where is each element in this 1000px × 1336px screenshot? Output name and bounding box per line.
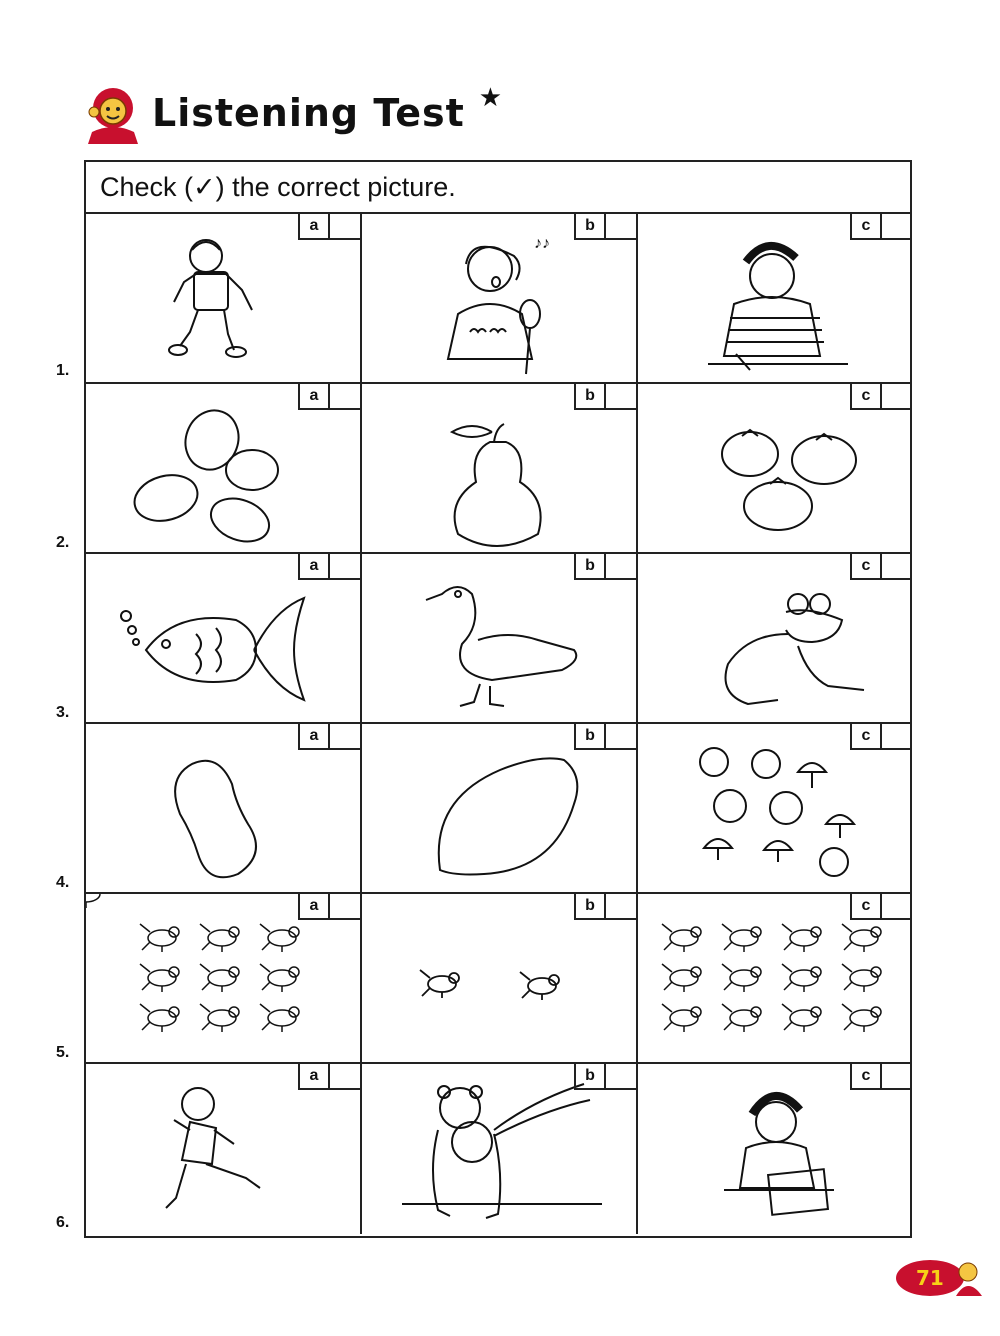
option-letter: c: [850, 1064, 882, 1090]
option-3a[interactable]: [86, 554, 362, 724]
answer-checkbox[interactable]: [330, 384, 360, 410]
question-number: 1.: [56, 362, 70, 379]
option-letter: c: [850, 214, 882, 240]
option-letter: a: [298, 1064, 330, 1090]
question-row-3: [86, 554, 910, 724]
page-number: 71: [916, 1266, 944, 1290]
answer-checkbox[interactable]: [606, 384, 636, 410]
question-row-5: [86, 894, 910, 1064]
option-4a[interactable]: [86, 724, 362, 894]
option-1b[interactable]: [362, 214, 638, 384]
answer-checkbox[interactable]: [606, 894, 636, 920]
option-letter: a: [298, 214, 330, 240]
option-4b[interactable]: [362, 724, 638, 894]
option-2c[interactable]: [638, 384, 912, 554]
answer-checkbox[interactable]: [330, 1064, 360, 1090]
answer-checkbox[interactable]: [882, 554, 912, 580]
option-5c[interactable]: [638, 894, 912, 1064]
option-letter: b: [574, 724, 606, 750]
answer-checkbox[interactable]: [882, 384, 912, 410]
answer-checkbox[interactable]: [882, 894, 912, 920]
option-3c[interactable]: [638, 554, 912, 724]
question-number: 3.: [56, 704, 70, 721]
answer-checkbox[interactable]: [882, 214, 912, 240]
option-5a[interactable]: [86, 894, 362, 1064]
answer-checkbox[interactable]: [606, 214, 636, 240]
answer-checkbox[interactable]: [882, 724, 912, 750]
option-letter: a: [298, 384, 330, 410]
worksheet-table: [84, 160, 912, 1238]
question-row-6: [86, 1064, 910, 1234]
question-grid: [86, 214, 910, 1236]
answer-checkbox[interactable]: [330, 214, 360, 240]
option-1a[interactable]: [86, 214, 362, 384]
question-number: 5.: [56, 1044, 70, 1061]
option-letter: c: [850, 384, 882, 410]
option-letter: a: [298, 894, 330, 920]
option-letter: b: [574, 384, 606, 410]
question-row-4: [86, 724, 910, 894]
answer-checkbox[interactable]: [606, 724, 636, 750]
answer-checkbox[interactable]: [330, 894, 360, 920]
option-letter: c: [850, 554, 882, 580]
option-letter: b: [574, 1064, 606, 1090]
option-letter: c: [850, 894, 882, 920]
option-3b[interactable]: [362, 554, 638, 724]
question-row-1: [86, 214, 910, 384]
question-number: 2.: [56, 534, 70, 551]
difficulty-star-icon: ★: [478, 81, 503, 112]
answer-checkbox[interactable]: [330, 554, 360, 580]
answer-checkbox[interactable]: [606, 554, 636, 580]
option-4c[interactable]: [638, 724, 912, 894]
page-title: Listening Test: [152, 91, 465, 135]
svg-text:♪♪: ♪♪: [534, 235, 550, 252]
option-2b[interactable]: [362, 384, 638, 554]
option-6b[interactable]: [362, 1064, 638, 1234]
option-letter: a: [298, 724, 330, 750]
instruction: Check (✓) the correct picture.: [86, 162, 910, 214]
option-letter: b: [574, 894, 606, 920]
answer-checkbox[interactable]: [330, 724, 360, 750]
option-6c[interactable]: [638, 1064, 912, 1234]
option-5b[interactable]: [362, 894, 638, 1064]
answer-checkbox[interactable]: [606, 1064, 636, 1090]
page-number-badge: [894, 1254, 988, 1298]
monkey-mascot-icon: [82, 82, 144, 144]
question-row-2: [86, 384, 910, 554]
option-letter: a: [298, 554, 330, 580]
option-2a[interactable]: [86, 384, 362, 554]
option-6a[interactable]: [86, 1064, 362, 1234]
page-header: [82, 78, 502, 148]
question-number: 4.: [56, 874, 70, 891]
option-1c[interactable]: [638, 214, 912, 384]
option-letter: b: [574, 554, 606, 580]
option-letter: b: [574, 214, 606, 240]
question-number: 6.: [56, 1214, 70, 1231]
answer-checkbox[interactable]: [882, 1064, 912, 1090]
option-letter: c: [850, 724, 882, 750]
